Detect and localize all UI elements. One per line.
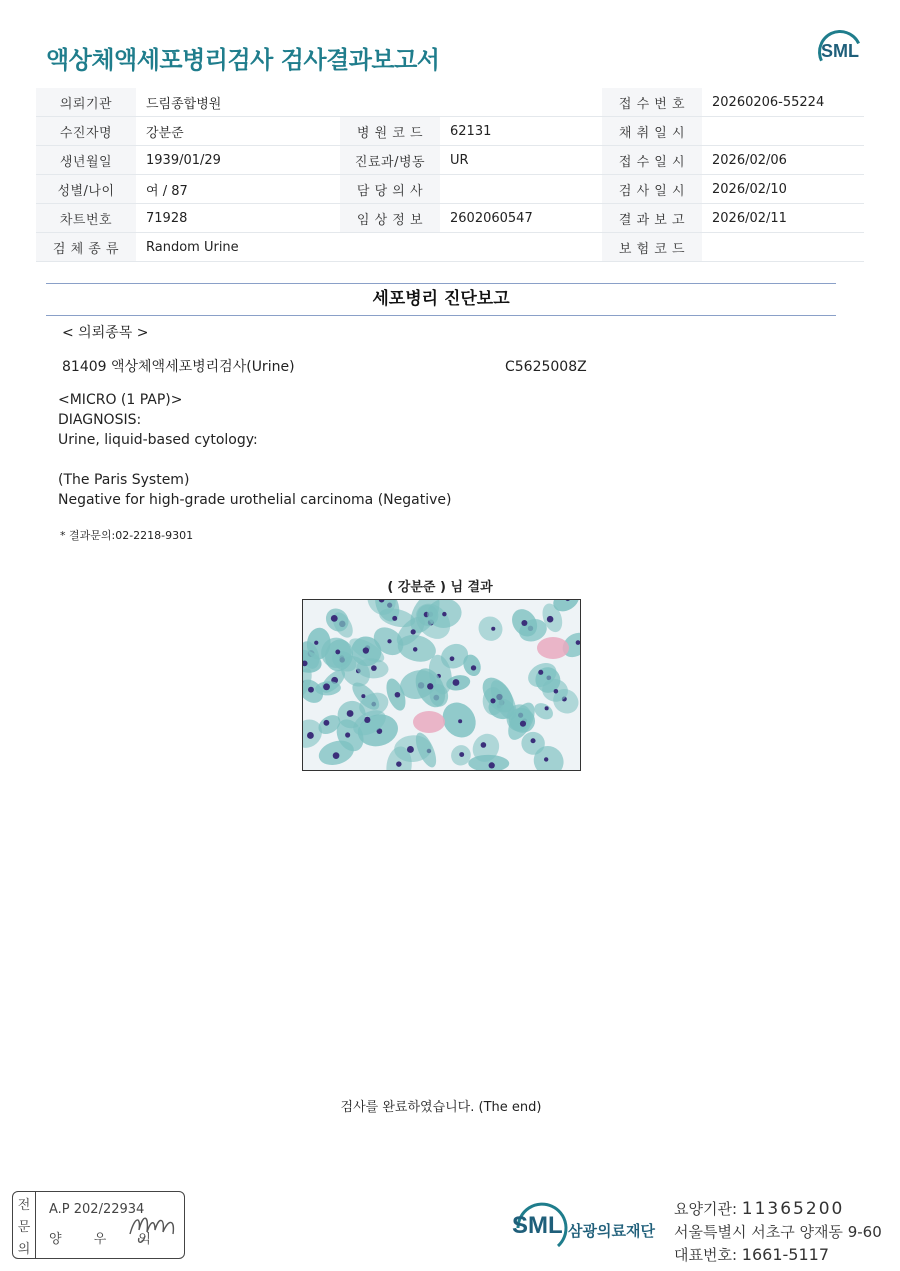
cell-nucleus <box>458 719 462 723</box>
footer-logo-text: SML <box>512 1212 563 1239</box>
order-code: C5625008Z <box>505 359 587 375</box>
inquiry-phone: * 결과문의:02-2218-9301 <box>60 529 194 542</box>
cell-nucleus <box>411 629 416 634</box>
info-value: 드림종합병원 <box>136 88 340 117</box>
signature-image <box>125 1206 185 1246</box>
cell-nucleus <box>489 762 495 768</box>
pathologist-stamp <box>12 1191 185 1259</box>
section-rule-bottom <box>46 315 836 316</box>
result-line: Negative for high-grade urothelial carcinoma (Negative) <box>58 492 452 508</box>
footer-address: 서울특별시 서초구 양재동 9-60 <box>674 1223 882 1241</box>
cell-nucleus <box>331 615 338 622</box>
cell-nucleus <box>407 746 414 753</box>
info-label: 생년월일 <box>36 146 136 175</box>
order-item: 81409 액상체액세포병리검사(Urine) <box>62 359 295 375</box>
cell-nucleus <box>481 742 487 748</box>
end-text: 검사를 완료하였습니다. (The end) <box>340 1100 542 1115</box>
stamp-side-char: 의 <box>17 1241 31 1257</box>
info-label: 검 체 종 류 <box>36 233 136 262</box>
cell-nucleus <box>371 665 377 671</box>
cell-nucleus <box>323 720 329 726</box>
cytology-image <box>302 599 581 771</box>
info-row <box>36 175 864 204</box>
cell <box>474 612 507 646</box>
result-line: Urine, liquid-based cytology: <box>58 432 258 448</box>
cell-nucleus <box>459 752 464 757</box>
info-value: 여 / 87 <box>136 175 340 204</box>
info-label: 접 수 번 호 <box>602 88 702 117</box>
info-value: 2026/02/06 <box>702 146 864 175</box>
cell-nucleus <box>442 612 446 616</box>
cell-nucleus <box>345 732 350 737</box>
info-label: 의뢰기관 <box>36 88 136 117</box>
info-value <box>440 233 602 262</box>
cell-nucleus <box>544 757 548 761</box>
cell-nucleus <box>545 706 549 710</box>
cell-nucleus <box>490 698 495 703</box>
cell-nucleus <box>491 627 495 631</box>
info-label: 병 원 코 드 <box>340 117 440 146</box>
cell <box>468 755 509 770</box>
section-title: 세포병리 진단보고 <box>372 289 510 309</box>
info-value <box>440 88 602 117</box>
cell-nucleus <box>347 710 354 717</box>
info-value: 71928 <box>136 204 340 233</box>
cell-nucleus <box>307 732 314 739</box>
cell-nucleus <box>387 639 391 643</box>
info-value: 2026/02/10 <box>702 175 864 204</box>
report-title: 액상체액세포병리검사 검사결과보고서 <box>46 46 440 74</box>
info-label: 담 당 의 사 <box>340 175 440 204</box>
info-label: 성별/나이 <box>36 175 136 204</box>
info-label <box>340 88 440 117</box>
info-value <box>702 117 864 146</box>
cell-nucleus <box>413 647 417 651</box>
cell-nucleus <box>531 738 536 743</box>
cell-nucleus <box>427 683 433 689</box>
stamp-side-char: 전 <box>17 1197 31 1213</box>
info-label <box>340 233 440 262</box>
squamous-cell <box>537 637 569 659</box>
info-value <box>440 175 602 204</box>
footer-phone: 대표번호: 1661-5117 <box>674 1245 830 1264</box>
info-label: 보 험 코 드 <box>602 233 702 262</box>
patient-info-table <box>36 88 864 262</box>
cell-nucleus <box>396 761 401 766</box>
info-row <box>36 146 864 175</box>
result-line: DIAGNOSIS: <box>58 412 142 428</box>
cell <box>531 700 556 723</box>
cell-nucleus <box>450 656 455 661</box>
info-row <box>36 88 864 117</box>
cell-nucleus <box>471 665 476 670</box>
info-value: 1939/01/29 <box>136 146 340 175</box>
info-value: 20260206-55224 <box>702 88 864 117</box>
info-value: 2026/02/11 <box>702 204 864 233</box>
cell-nucleus <box>363 647 369 653</box>
info-value: 강분준 <box>136 117 340 146</box>
footer-org-name: 삼광의료재단 <box>568 1222 655 1240</box>
info-label: 임 상 정 보 <box>340 204 440 233</box>
cell-nucleus <box>323 683 330 690</box>
cell-nucleus <box>547 616 554 623</box>
info-label: 검 사 일 시 <box>602 175 702 204</box>
cell-nucleus <box>308 687 314 693</box>
info-value: Random Urine <box>136 233 340 262</box>
info-label: 채 취 일 시 <box>602 117 702 146</box>
info-value: 62131 <box>440 117 602 146</box>
stamp-side-char: 문 <box>17 1219 31 1235</box>
stamp-ap-number: A.P 202/22934 <box>49 1202 145 1217</box>
cell-nucleus <box>335 649 340 654</box>
cell-nucleus <box>361 694 365 698</box>
squamous-cell <box>413 711 445 733</box>
stamp-side-label <box>13 1192 36 1258</box>
result-block <box>58 390 451 510</box>
info-row <box>36 233 864 262</box>
info-label: 접 수 일 시 <box>602 146 702 175</box>
cell-nucleus <box>538 670 543 675</box>
result-line: (The Paris System) <box>58 472 190 488</box>
info-value <box>702 233 864 262</box>
cell-nucleus <box>333 752 340 759</box>
info-row <box>36 117 864 146</box>
info-label: 수진자명 <box>36 117 136 146</box>
cell-nucleus <box>453 679 460 686</box>
info-label: 결 과 보 고 <box>602 204 702 233</box>
info-value: UR <box>440 146 602 175</box>
order-header: < 의뢰종목 > <box>62 325 149 341</box>
footer-institution-code: 요양기관: 11365200 <box>674 1199 845 1219</box>
cell-nucleus <box>554 689 559 694</box>
cell-nucleus <box>314 641 318 645</box>
info-label: 진료과/병동 <box>340 146 440 175</box>
result-line <box>58 450 451 470</box>
info-value: 2602060547 <box>440 204 602 233</box>
result-line: <MICRO (1 PAP)> <box>58 392 183 408</box>
info-row <box>36 204 864 233</box>
cell-nucleus <box>520 721 526 727</box>
info-label: 차트번호 <box>36 204 136 233</box>
cytology-micrograph <box>303 600 580 770</box>
sml-logo: SML <box>818 30 862 74</box>
cell-nucleus <box>392 616 397 621</box>
cell-nucleus <box>395 692 401 698</box>
image-caption: ( 강분준 ) 님 결과 <box>387 580 493 595</box>
cell-nucleus <box>521 620 527 626</box>
stamp-name: 양 우 익 <box>49 1232 165 1247</box>
